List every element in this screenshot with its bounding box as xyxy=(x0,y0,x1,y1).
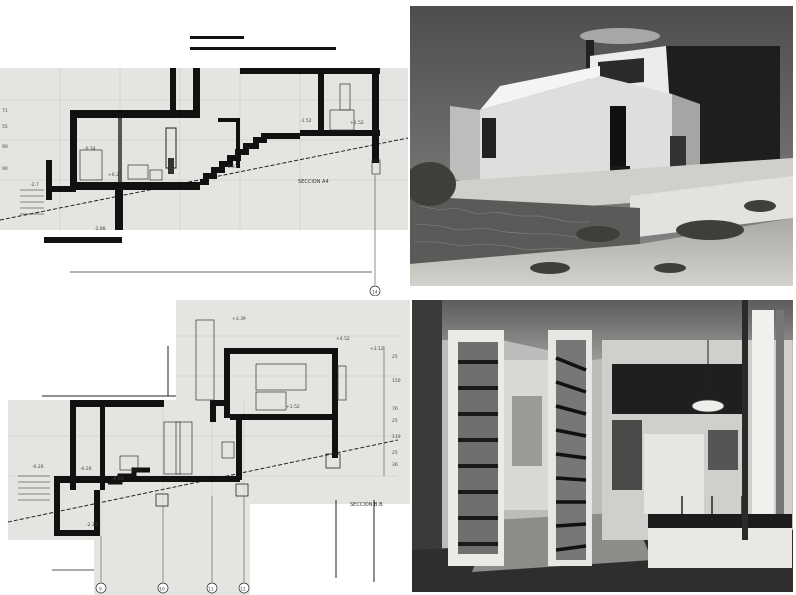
dim-label: 76 xyxy=(392,407,398,412)
grid-bubble: 12 xyxy=(240,587,246,593)
level-label: -0.26 xyxy=(80,467,92,472)
section-b-title: SECCION B.B xyxy=(350,502,383,508)
interior-photo xyxy=(412,300,793,592)
level-label: -0.91 xyxy=(226,165,238,170)
section-b-drawing xyxy=(0,296,410,595)
grid-bubble: 11 xyxy=(208,587,214,593)
grid-bubble: 10 xyxy=(159,587,165,593)
level-label: +0.27 xyxy=(108,173,122,178)
dim-label: 150 xyxy=(392,379,401,384)
level-label: -2.27 xyxy=(86,523,98,528)
dim-label: 90 xyxy=(2,167,8,172)
dim-label: 71 xyxy=(2,109,8,114)
level-label: -2.88 xyxy=(94,227,106,232)
level-label: +4.52 xyxy=(336,337,350,342)
level-label: +3.39 xyxy=(232,317,246,322)
dim-label: 55 xyxy=(2,125,8,130)
level-label: +1.52 xyxy=(350,121,364,126)
dim-label: 25 xyxy=(392,419,398,424)
dim-label: 25 xyxy=(392,355,398,360)
level-label: -1.52 xyxy=(300,119,312,124)
exterior-photo xyxy=(410,6,793,286)
dim-label: 90 xyxy=(2,145,8,150)
grid-bubble: 9 xyxy=(99,587,102,593)
dim-label: 119 xyxy=(392,435,401,440)
section-a-drawing xyxy=(0,0,410,300)
grid-bubble-14: 14 xyxy=(372,290,378,296)
dim-label: +3.12 xyxy=(370,347,384,352)
level-label: -0.26 xyxy=(32,465,44,470)
dim-label: 25 xyxy=(392,451,398,456)
dim-label: 36 xyxy=(392,463,398,468)
section-a-title: SECCION A4 xyxy=(298,179,329,185)
level-label: -0.91 xyxy=(112,477,124,482)
level-label: +1.52 xyxy=(286,405,300,410)
level-label: -0.34 xyxy=(84,147,96,152)
level-label: -2.7 xyxy=(30,183,39,188)
